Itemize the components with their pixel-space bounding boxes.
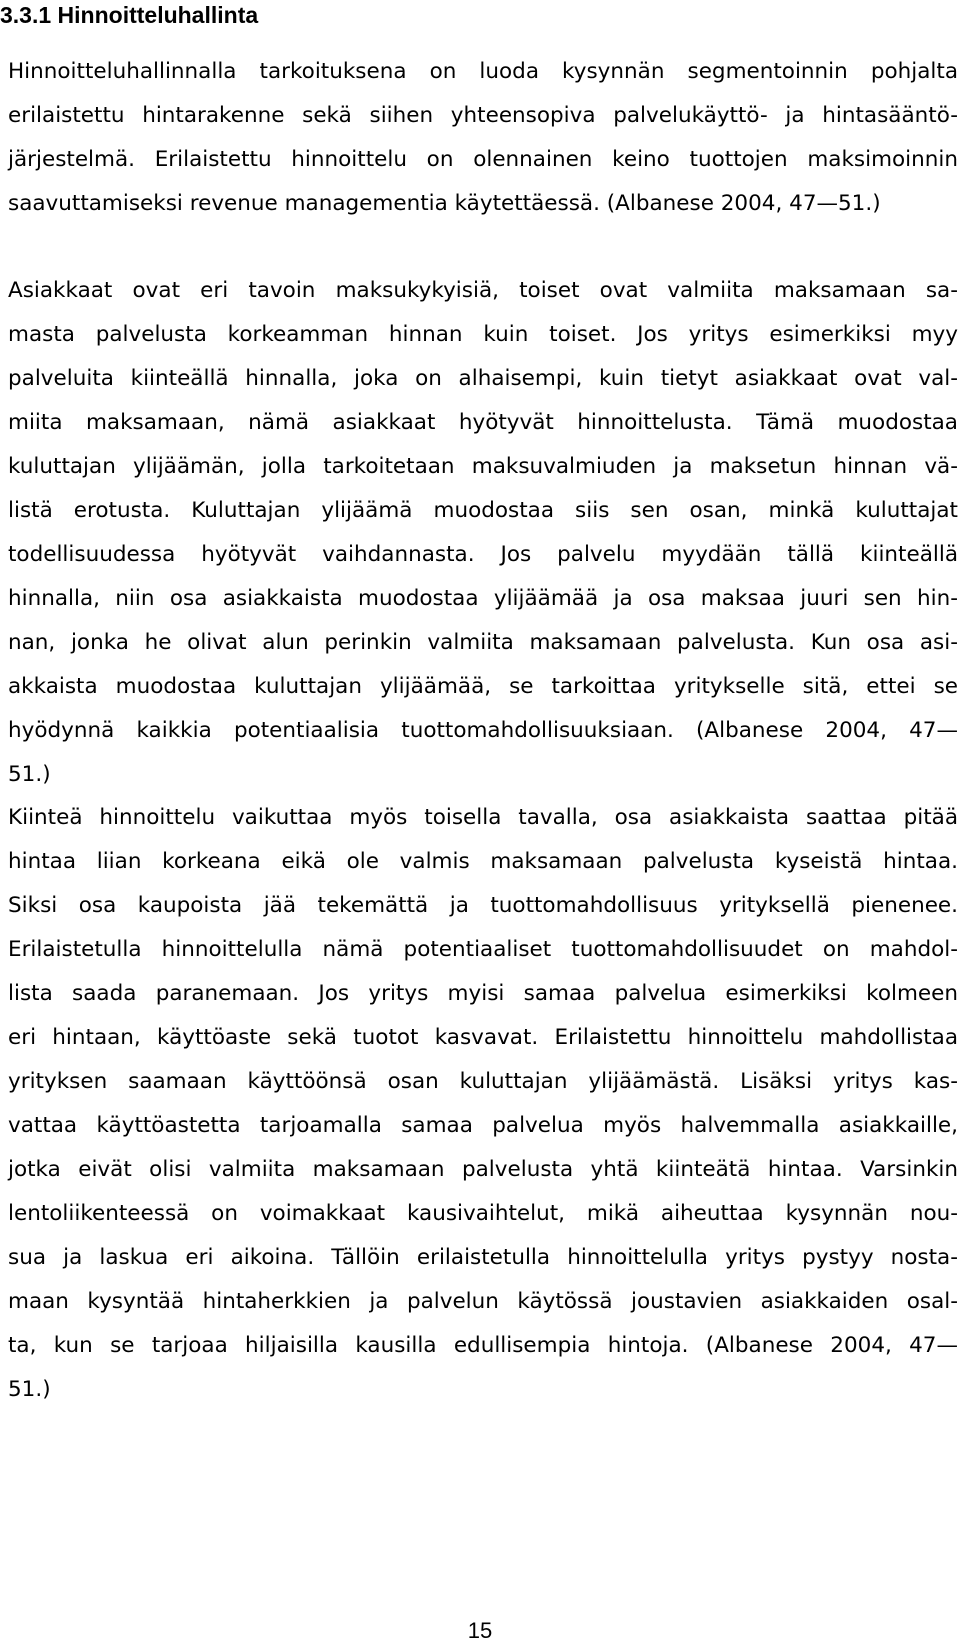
text-line: masta palvelusta korkeamman hinnan kuin toiset. Jos yritys esimerkiksi myy [8, 322, 958, 347]
section-heading: 3.3.1 Hinnoitteluhallinta [0, 2, 259, 28]
paragraph [8, 50, 958, 226]
text-line: todellisuudessa hyötyvät vaihdannasta. Jos palvelu myydään tällä kiinteällä [8, 542, 958, 567]
text-line: nan, jonka he olivat alun perinkin valmiita maksamaan palvelusta. Kun osa asi- [8, 630, 958, 655]
text-line: yrityksen saamaan käyttöönsä osan kuluttajan ylijäämästä. Lisäksi yritys kas- [8, 1069, 958, 1094]
text-line: hyödynnä kaikkia potentiaalisia tuottomahdollisuuksiaan. (Albanese 2004, 47— [8, 718, 958, 743]
text-line: lentoliikenteessä on voimakkaat kausivaihtelut, mikä aiheuttaa kysynnän nou- [8, 1201, 958, 1226]
text-line: hintaa liian korkeana eikä ole valmis maksamaan palvelusta kyseistä hintaa. [8, 849, 958, 874]
text-line: 51.) [8, 1377, 51, 1402]
text-line: listä erotusta. Kuluttajan ylijäämä muodostaa siis sen osan, minkä kuluttajat [8, 498, 958, 523]
text-line: Erilaistetulla hinnoittelulla nämä potentiaaliset tuottomahdollisuudet on mahdol- [8, 937, 958, 962]
text-line: Siksi osa kaupoista jää tekemättä ja tuottomahdollisuus yrityksellä pienenee. [8, 893, 958, 918]
text-line: akkaista muodostaa kuluttajan ylijäämää, se tarkoittaa yritykselle sitä, ettei se [8, 674, 958, 699]
text-line: vattaa käyttöastetta tarjoamalla samaa palvelua myös halvemmalla asiakkaille, [8, 1113, 958, 1138]
text-line: eri hintaan, käyttöaste sekä tuotot kasvavat. Erilaistettu hinnoittelu mahdollistaa [8, 1025, 958, 1050]
text-line: Hinnoitteluhallinnalla tarkoituksena on luoda kysynnän segmentoinnin pohjalta [8, 59, 958, 84]
text-line: kuluttajan ylijäämän, jolla tarkoitetaan maksuvalmiuden ja maksetun hinnan vä- [8, 454, 958, 479]
text-line: saavuttamiseksi revenue managementia käytettäessä. (Albanese 2004, 47—51.) [8, 191, 881, 216]
text-line: maan kysyntää hintaherkkien ja palvelun käytössä joustavien asiakkaiden osal- [8, 1289, 958, 1314]
text-line: järjestelmä. Erilaistettu hinnoittelu on olennainen keino tuottojen maksimoinnin [8, 147, 958, 172]
text-line: ta, kun se tarjoaa hiljaisilla kausilla edullisempia hintoja. (Albanese 2004, 47— [8, 1333, 958, 1358]
text-line: jotka eivät olisi valmiita maksamaan palvelusta yhtä kiinteätä hintaa. Varsinkin [8, 1157, 958, 1182]
paragraph [8, 796, 958, 1412]
text-line: sua ja laskua eri aikoina. Tällöin erilaistetulla hinnoittelulla yritys pystyy nosta- [8, 1245, 958, 1270]
text-line: 51.) [8, 762, 51, 787]
text-line: Kiinteä hinnoittelu vaikuttaa myös toisella tavalla, osa asiakkaista saattaa pitää [8, 805, 958, 830]
text-line: palveluita kiinteällä hinnalla, joka on alhaisempi, kuin tietyt asiakkaat ovat val- [8, 366, 958, 391]
text-line: erilaistettu hintarakenne sekä siihen yhteensopiva palvelukäyttö- ja hintasääntö- [8, 103, 958, 128]
text-line: hinnalla, niin osa asiakkaista muodostaa ylijäämää ja osa maksaa juuri sen hin- [8, 586, 958, 611]
page-number: 15 [467, 1618, 493, 1643]
paragraph [8, 269, 958, 797]
text-line: Asiakkaat ovat eri tavoin maksukykyisiä, toiset ovat valmiita maksamaan sa- [8, 278, 958, 303]
text-line: miita maksamaan, nämä asiakkaat hyötyvät hinnoittelusta. Tämä muodostaa [8, 410, 958, 435]
text-line: lista saada paranemaan. Jos yritys myisi samaa palvelua esimerkiksi kolmeen [8, 981, 958, 1006]
